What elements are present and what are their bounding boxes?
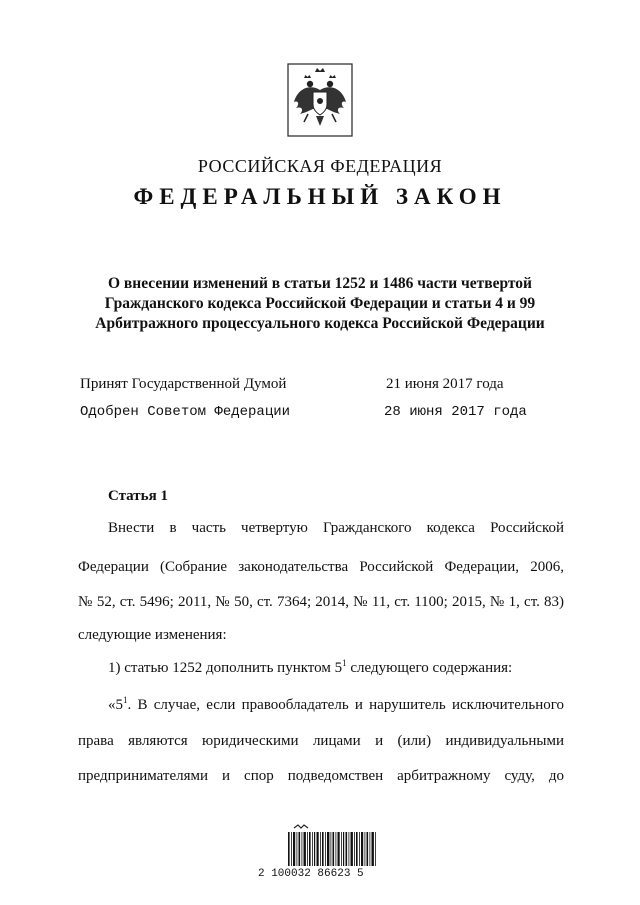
- quote-text: . В случае, если правообладатель и нарушитель исключительного: [127, 697, 564, 713]
- council-approval-date: 28 июня 2017 года: [384, 404, 527, 420]
- council-approval-label: Одобрен Советом Федерации: [80, 404, 291, 420]
- article-heading: Статья 1: [108, 488, 168, 504]
- list-item-text: 1) статью 1252 дополнить пунктом 5: [108, 660, 343, 676]
- superscript: 1: [342, 658, 347, 668]
- barcode-number: 2 100032 86623 5: [258, 868, 364, 880]
- paragraph-line: Федерации (Собрание законодательства Российской Федерации, 2006,: [78, 559, 564, 575]
- duma-adoption-date: 21 июня 2017 года: [386, 376, 504, 392]
- title-line: Арбитражного процессуального кодекса Российской Федерации: [95, 315, 545, 332]
- title-line: О внесении изменений в статьи 1252 и 1486 части четвертой: [107, 275, 532, 292]
- superscript: 1: [123, 695, 128, 705]
- quote-text: «5: [108, 697, 123, 713]
- quote-line: [78, 697, 564, 714]
- barcode-icon: [280, 824, 384, 868]
- list-item-1: [78, 660, 564, 677]
- country-heading: РОССИЙСКАЯ ФЕДЕРАЦИЯ: [197, 156, 443, 176]
- paragraph-line: права являются юридическими лицами и (или) индивидуальными: [78, 733, 564, 749]
- duma-adoption-label: Принят Государственной Думой: [80, 376, 287, 392]
- paragraph-line: следующие изменения:: [78, 627, 227, 643]
- title-line: Гражданского кодекса Российской Федерации и статьи 4 и 99: [104, 295, 536, 312]
- document-title: [0, 274, 640, 334]
- paragraph-line: Внести в часть четвертую Гражданского кодекса Российской: [108, 520, 564, 536]
- law-type-heading: ФЕДЕРАЛЬНЫЙ ЗАКОН: [133, 184, 507, 209]
- coat-of-arms-icon: [286, 62, 354, 138]
- list-item-text: следующего содержания:: [346, 660, 513, 676]
- paragraph-line: № 52, ст. 5496; 2011, № 50, ст. 7364; 2014, № 11, ст. 1100; 2015, № 1, ст. 83): [78, 594, 564, 610]
- paragraph-line: предпринимателями и спор подведомствен арбитражному суду, до: [78, 768, 564, 784]
